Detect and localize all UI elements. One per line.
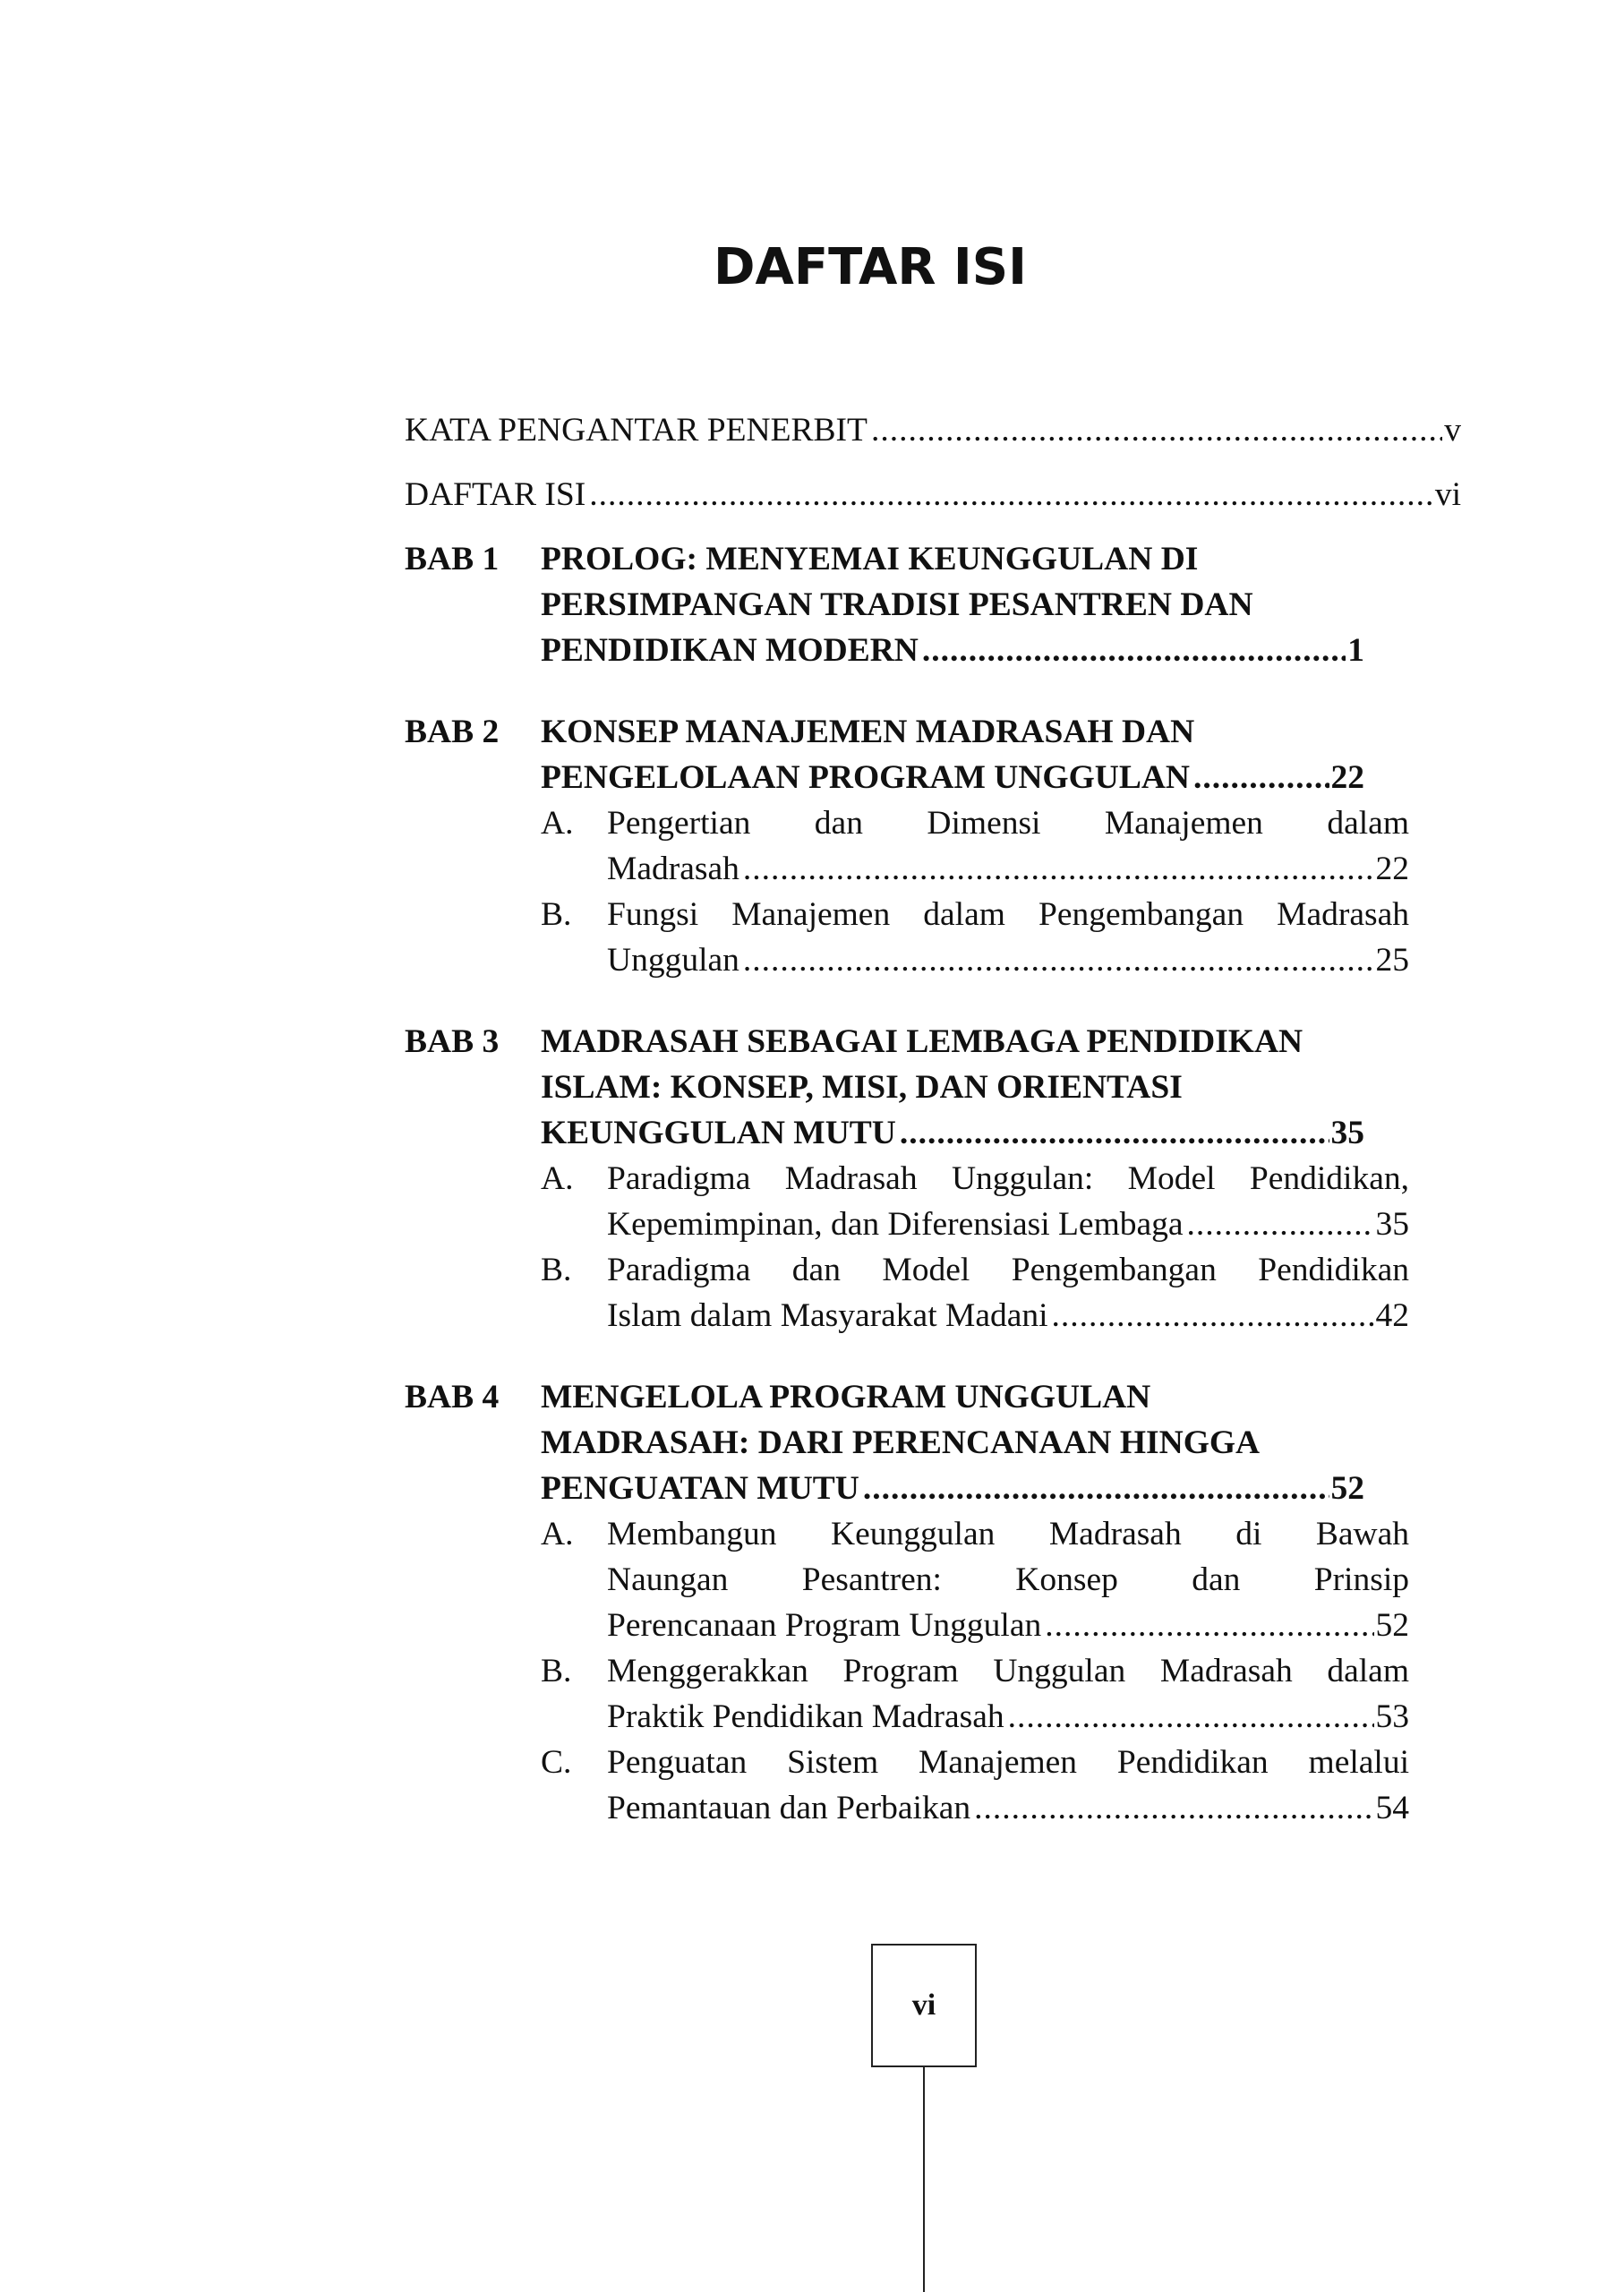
footer-vertical-rule [923, 2067, 925, 2292]
subsection-line: Menggerakkan Program Unggulan Madrasah dalam [607, 1653, 1409, 1689]
subsection-line: Perencanaan Program Unggulan [607, 1607, 1042, 1644]
subsection-body [607, 1511, 1461, 1648]
subsection-line: Naungan Pesantren: Konsep dan Prinsip [607, 1561, 1409, 1598]
chapter-label: BAB 2 [405, 714, 500, 750]
subsection-body [607, 892, 1461, 983]
toc-page-number: vi [1434, 476, 1461, 513]
subsection-line: Pemantauan dan Perbaikan [607, 1790, 971, 1826]
subsection-line: Membangun Keunggulan Madrasah di Bawah [607, 1516, 1409, 1552]
subsection-entry [541, 1247, 1461, 1338]
subsection-line: Fungsi Manajemen dalam Pengembangan Madrasah [607, 896, 1409, 933]
chapter-title-line: ISLAM: KONSEP, MISI, DAN ORIENTASI [541, 1069, 1183, 1106]
dot-leader [743, 937, 1374, 983]
subsection-letter: B. [541, 896, 572, 933]
subsection-last-line [607, 1785, 1409, 1831]
chapter-title-last-line [541, 1466, 1364, 1511]
chapter-title-last-line [541, 755, 1364, 800]
chapter-title-line: PROLOG: MENYEMAI KEUNGGULAN DI [541, 541, 1199, 577]
chapter-label: BAB 3 [405, 1023, 500, 1060]
subsection-line: Praktik Pendidikan Madrasah [607, 1698, 1004, 1735]
subsection-entry [541, 1156, 1461, 1247]
toc-page-number: 53 [1375, 1698, 1409, 1735]
dot-leader [1045, 1603, 1373, 1648]
subsection-entry [541, 892, 1461, 983]
chapter-body [541, 1374, 1461, 1831]
chapter-title-line: PENGUATAN MUTU [541, 1470, 859, 1507]
dot-leader [1193, 755, 1329, 800]
chapter-title-last-line [541, 1110, 1364, 1156]
subsection-letter: C. [541, 1744, 572, 1781]
toc-entry-kata-pengantar [405, 407, 1461, 453]
chapter-title-line: PERSIMPANGAN TRADISI PESANTREN DAN [541, 586, 1253, 623]
dot-leader [900, 1110, 1329, 1156]
table-of-contents [405, 407, 1461, 1831]
chapter-entry-bab-1 [405, 536, 1461, 673]
toc-page-number: 54 [1375, 1790, 1409, 1826]
subsection-line: Islam dalam Masyarakat Madani [607, 1297, 1048, 1334]
subsection-last-line [607, 1202, 1409, 1247]
chapter-entry-bab-3 [405, 1019, 1461, 1338]
subsection-line: Madrasah [607, 851, 739, 887]
chapter-title-line: KEUNGGULAN MUTU [541, 1115, 896, 1151]
subsection-body [607, 1740, 1461, 1831]
chapter-body [541, 709, 1461, 983]
chapter-entry-bab-4 [405, 1374, 1461, 1831]
chapter-label: BAB 1 [405, 541, 500, 577]
dot-leader [863, 1466, 1329, 1511]
toc-page-number: 52 [1330, 1470, 1364, 1507]
toc-page-number: 35 [1330, 1115, 1364, 1151]
subsection-entry [541, 800, 1461, 892]
dot-leader [589, 472, 1433, 517]
dot-leader [1187, 1202, 1374, 1247]
toc-page-number: 52 [1375, 1607, 1409, 1644]
subsection-line: Kepemimpinan, dan Diferensiasi Lembaga [607, 1206, 1184, 1243]
dot-leader [922, 628, 1346, 673]
toc-entry-text: KATA PENGANTAR PENERBIT [405, 412, 868, 449]
subsection-last-line [607, 937, 1409, 983]
chapter-body [541, 536, 1461, 673]
subsection-entry [541, 1740, 1461, 1831]
subsection-last-line [607, 1293, 1409, 1338]
page-number: vi [911, 1988, 936, 2022]
toc-page-number: 42 [1375, 1297, 1409, 1334]
subsection-body [607, 1648, 1461, 1740]
dot-leader [871, 407, 1442, 453]
subsection-line: Paradigma Madrasah Unggulan: Model Pendidikan, [607, 1160, 1409, 1197]
chapter-title-line: MADRASAH SEBAGAI LEMBAGA PENDIDIKAN [541, 1023, 1303, 1060]
subsection-line: Paradigma dan Model Pengembangan Pendidikan [607, 1252, 1409, 1288]
toc-page-number: 22 [1375, 851, 1409, 887]
chapter-label: BAB 4 [405, 1379, 500, 1415]
chapter-entry-bab-2 [405, 709, 1461, 983]
toc-entry-daftar-isi [405, 472, 1461, 517]
subsection-entry [541, 1511, 1461, 1648]
dot-leader [743, 846, 1374, 892]
toc-entry-text: DAFTAR ISI [405, 476, 586, 513]
toc-page-number: 1 [1347, 632, 1364, 669]
chapter-body [541, 1019, 1461, 1338]
subsection-body [607, 1156, 1461, 1247]
subsection-body [607, 800, 1461, 892]
subsection-line: Unggulan [607, 942, 739, 979]
chapter-title-line: MENGELOLA PROGRAM UNGGULAN [541, 1379, 1151, 1415]
chapter-title-line: MADRASAH: DARI PERENCANAAN HINGGA [541, 1424, 1261, 1461]
chapter-title-line: KONSEP MANAJEMEN MADRASAH DAN [541, 714, 1195, 750]
toc-page-number: 35 [1375, 1206, 1409, 1243]
chapter-title-line: PENDIDIKAN MODERN [541, 632, 919, 669]
page-title: DAFTAR ISI [714, 237, 1027, 296]
subsection-line: Penguatan Sistem Manajemen Pendidikan melalui [607, 1744, 1409, 1781]
subsection-last-line [607, 1603, 1409, 1648]
subsection-body [607, 1247, 1461, 1338]
subsection-last-line [607, 1694, 1409, 1740]
chapter-title-line: PENGELOLAAN PROGRAM UNGGULAN [541, 759, 1191, 796]
chapter-title-last-line [541, 628, 1364, 673]
toc-page-number: v [1444, 412, 1461, 449]
subsection-letter: B. [541, 1252, 572, 1288]
subsection-letter: A. [541, 805, 574, 842]
subsection-letter: A. [541, 1516, 574, 1552]
dot-leader [974, 1785, 1373, 1831]
toc-page-number: 22 [1330, 759, 1364, 796]
page-number-box [871, 1944, 977, 2067]
subsection-entry [541, 1648, 1461, 1740]
dot-leader [1052, 1293, 1374, 1338]
subsection-letter: B. [541, 1653, 572, 1689]
dot-leader [1008, 1694, 1374, 1740]
subsection-last-line [607, 846, 1409, 892]
subsection-line: Pengertian dan Dimensi Manajemen dalam [607, 805, 1409, 842]
toc-page-number: 25 [1375, 942, 1409, 979]
subsection-letter: A. [541, 1160, 574, 1197]
